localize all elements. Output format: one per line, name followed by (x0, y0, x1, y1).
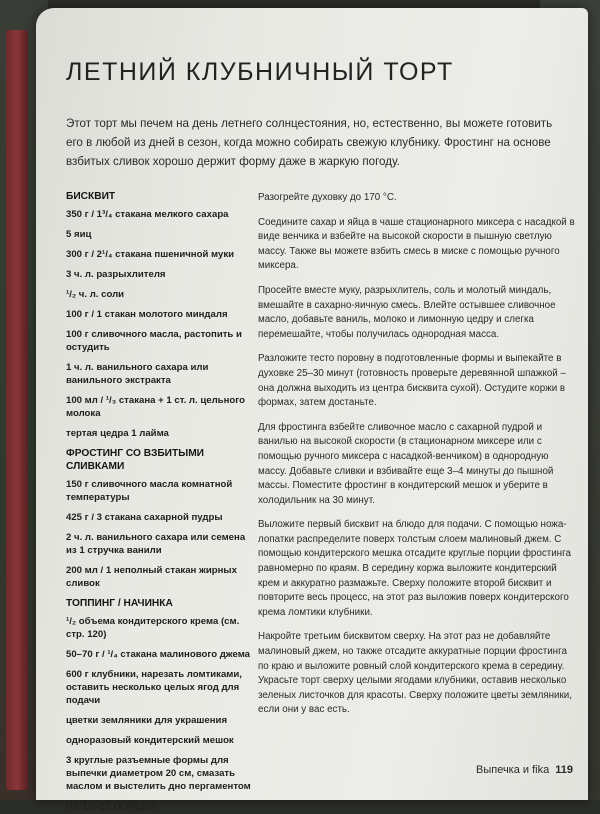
ingredient-item: ¹/₂ ч. л. соли (66, 289, 125, 300)
ingredient-item: 1 ч. л. ванильного сахара или ванильного экстракта (66, 362, 209, 386)
method-step: Для фростинга взбейте сливочное масло с сахарной пудрой и ванилью на высокой скорости (в стационарном миксере или с помощью ручного миксера с насадкой-венчиком) в однородную массу. Добавьте сливки и взбивайте еще 3–4 минуты до пышной массы. Поместите фростинг в кондитерский мешок и уберите в холодильник на 30 минут. (258, 421, 554, 506)
ingredient-item: 3 круглые разъемные формы для выпечки диаметром 20 см, смазать маслом и выстелить дно пергаментом (66, 755, 251, 792)
ingredient-item: тертая цедра 1 лайма (66, 428, 169, 439)
bookmark-ribbon (6, 30, 28, 790)
method-column (258, 191, 576, 728)
page-number: 119 (555, 764, 573, 776)
ingredient-item: 150 г сливочного масла комнатной температуры (66, 479, 233, 503)
ingredient-heading: ТОППИНГ / НАЧИНКА (66, 598, 173, 609)
ingredients-column (66, 186, 254, 814)
ingredient-item: одноразовый кондитерский мешок (66, 735, 234, 746)
method-step: Накройте третьим бисквитом сверху. На этот раз не добавляйте малиновый джем, но также отсадите аккуратные порции фростинга по краю и выложите ровный слой кондитерского крема в середину. Украсьте торт сверху целыми ягодами клубники, оставив несколько зеленых листочков для красоты. Сверху положите цветы земляники, если они у вас есть. (258, 631, 572, 716)
ingredient-item: 5 яиц (66, 229, 92, 240)
method-step: Соедините сахар и яйца в чаше стационарного миксера с насадкой в виде венчика и взбейте на высокой скорости в пышную светлую массу. Также вы можете взбить смесь в миске с помощью ручного миксера. (258, 216, 575, 272)
method-step: Разложите тесто поровну в подготовленные формы и выпекайте в духовке 25–30 минут (готовность проверьте деревянной шпажкой – она должна выходить из центра бисквита сухой). Остудите коржи в формах, затем достаньте. (258, 353, 566, 409)
method-step: Разогрейте духовку до 170 °С. (258, 192, 397, 203)
ingredient-item: 600 г клубники, нарезать ломтиками, оставить несколько целых ягод для подачи (66, 669, 242, 706)
ingredient-item: 200 мл / 1 неполный стакан жирных сливок (66, 565, 237, 589)
ingredient-item: 100 г сливочного масла, растопить и остудить (66, 329, 242, 353)
ingredient-item: 350 г / 1³/₄ стакана мелкого сахара (66, 209, 229, 220)
ingredient-item: 3 ч. л. разрыхлителя (66, 269, 166, 280)
section-name: Выпечка и fika (476, 764, 550, 776)
ingredient-item: ¹/₂ объема кондитерского крема (см. стр. 120) (66, 616, 240, 640)
recipe-title: ЛЕТНИЙ КЛУБНИЧНЫЙ ТОРТ (66, 58, 454, 86)
book-page (36, 8, 588, 813)
method-step: Просейте вместе муку, разрыхлитель, соль и молотый миндаль, вмешайте в сахарно-яичную смесь. Влейте остывшее сливочное масло, добавьте ваниль, молоко и лимонную цедру и слегка перемешайте, чтобы получилась однородная масса. (258, 284, 556, 340)
ingredient-item: цветки земляники для украшения (66, 715, 228, 726)
method-step: Выложите первый бисквит на блюдо для подачи. С помощью ножа-лопатки распределите поверх толстым слоем малиновый джем. С помощью кондитерского мешка отсадите круглые порции фростинга равномерно по краям. В середину коржа выложите кондитерский крем и аккуратно размажьте. Сверху положите второй бисквит и повторите весь процесс, на этот раз выложив поверх кондитерского крема ломтики клубники. (258, 519, 571, 618)
ingredient-item: 100 г / 1 стакан молотого миндаля (66, 309, 228, 320)
ingredient-heading: ФРОСТИНГ СО ВЗБИТЫМИ СЛИВКАМИ (66, 448, 205, 472)
recipe-intro: Этот торт мы печем на день летнего солнцестояния, но, естественно, вы можете готовить его в любой из дней в сезон, когда можно собирать свежую клубнику. Фростинг на основе взбитых сливок хорошо держит форму даже в жаркую погоду. (66, 117, 553, 168)
servings-yield: НА 10–12 ПОРЦИЙ (66, 802, 157, 813)
ingredient-heading: БИСКВИТ (66, 191, 116, 202)
ingredient-item: 50–70 г / ¹/₄ стакана малинового джема (66, 649, 250, 660)
ingredient-item: 2 ч. л. ванильного сахара или семена из 1 стручка ванили (66, 532, 246, 556)
ingredient-item: 425 г / 3 стакана сахарной пудры (66, 512, 223, 523)
page-footer (476, 764, 573, 776)
ingredient-item: 100 мл / ¹/₃ стакана + 1 ст. л. цельного молока (66, 395, 245, 419)
ingredient-item: 300 г / 2¹/₄ стакана пшеничной муки (66, 249, 235, 260)
